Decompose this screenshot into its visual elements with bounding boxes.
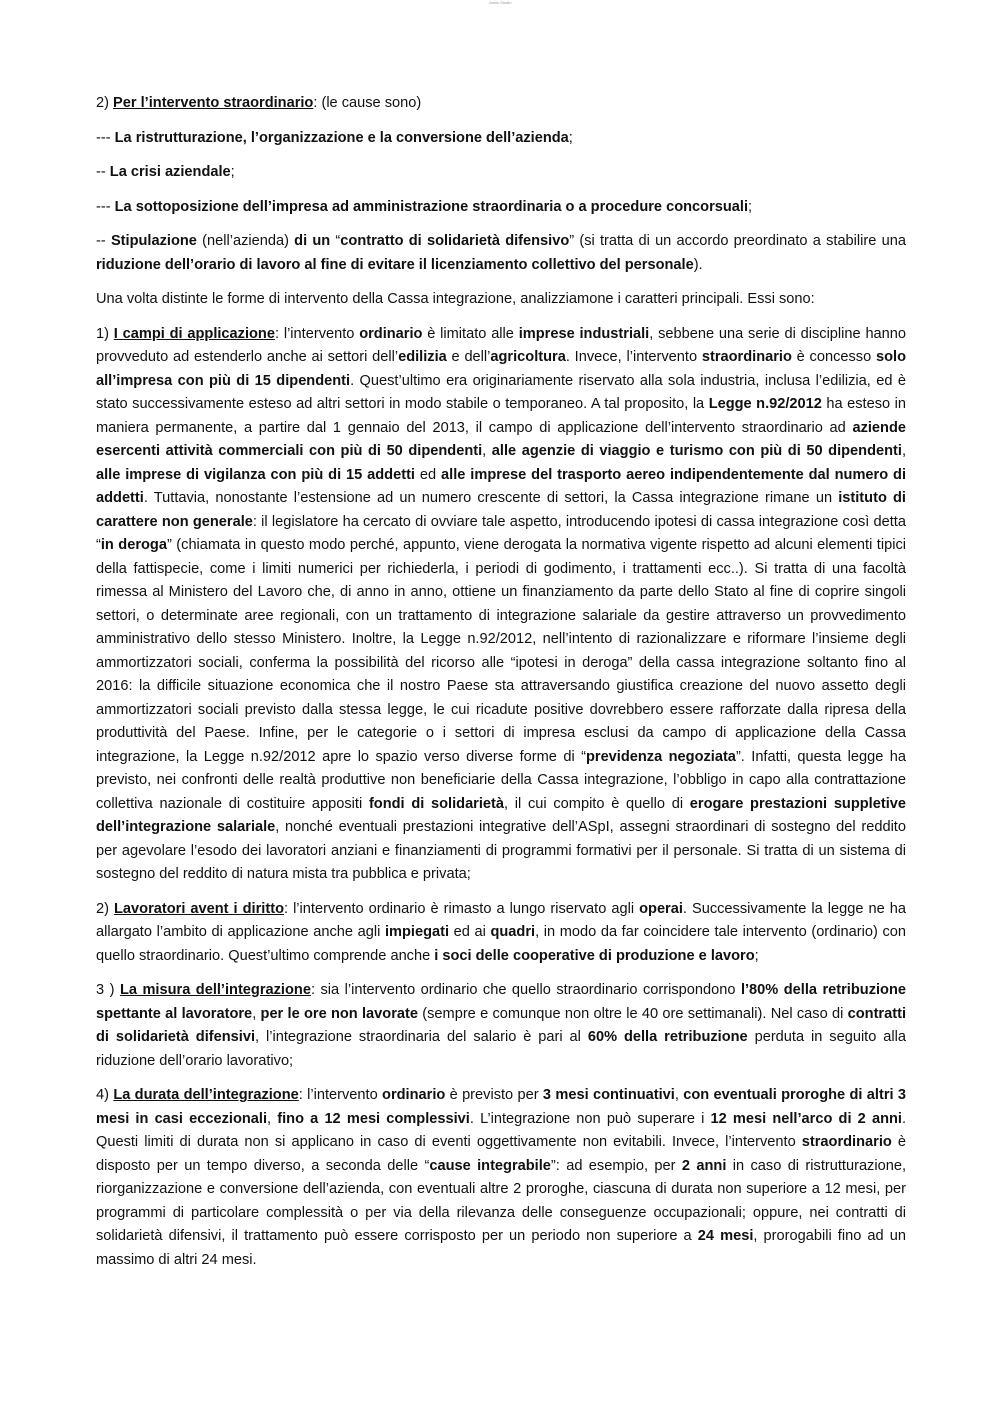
text-run: , nonché eventuali prestazioni integrative dell’ASpI, assegni straordinari di sostegno del reddito per agevolare l’esodo dei lavoratori anziani e finanziamenti di programmi formativi per il personale. Si tratta di un sistema di sostegno del reddito di natura mista tra pubblica e privata; <box>96 819 906 882</box>
text-run: , <box>482 443 492 459</box>
text-run: ). <box>693 256 703 273</box>
bold-text: contratti di solidarietà difensivi <box>96 1005 906 1045</box>
text-run: . Quest’ultimo era originariamente riservato alla sola industria, inclusa l’edilizia, ed è stato successivamente esteso ad altri settori in modo stabile o temporaneo. A tal proposito, la <box>96 372 906 412</box>
bold-text: 2 anni <box>681 1157 727 1174</box>
bold-text: Legge n.92/2012 <box>708 396 822 412</box>
intro-paragraph: Una volta distinte le forme di intervento della Cassa integrazione, analizziamone i caratteri principali. Essi sono: <box>96 291 815 307</box>
text-run: -- <box>96 233 111 249</box>
bold-text <box>113 95 313 111</box>
text-run: . L’integrazione non può superare i <box>469 1110 711 1127</box>
bold-text: con eventuali proroghe di altri 3 mesi in casi eccezionali <box>96 1087 906 1127</box>
bold-text: alle agenzie di viaggio e turismo con più di 50 dipendenti <box>491 443 902 459</box>
bold-text: previdenza negoziata <box>585 748 736 765</box>
text-run: è previsto per <box>445 1087 543 1103</box>
bold-text: ordinario <box>382 1087 446 1103</box>
text-run: “ <box>330 233 341 249</box>
bold-text: aziende esercenti attività commerciali con più di 50 dipendenti <box>96 419 906 459</box>
bold-text: istituto di carattere non generale <box>96 490 906 530</box>
text-run: , <box>252 1005 261 1022</box>
text-run: ” (chiamata in questo modo perché, appunto, viene derogata la normativa vigente rispetto ad alcuni elementi tipici della fattispecie, come i limiti numerici per richiederla, i periodi di godimento, i trattamenti ecc..). Si tratta di una facoltà rimessa al Ministero del Lavoro che, di anno in anno, ottiene un finanziamento da parte dello Stato al fine di coprire singoli settori, o determinate aree regionali, con un trattamento di integrazione salariale da gestire attraverso un provvedimento amministrativo dello stesso Ministero. Inoltre, la Legge n.92/2012, nell’intento di razionalizzare e riformare l’insieme degli ammortizzatori sociali, conferma la possibilità del ricorso alle “ipotesi in deroga” della cassa integrazione soltanto fino al 2016: la difficile situazione economica che il nostro Paese sta attraversando giustifica creazione del nuovo assetto degli ammortizzatori sociali previsto dalla stessa legge, le cui ricadute positive dovrebbero essere rafforzate dalla ripresa della produttività del Paese. Infine, per le categorie o i settori di impresa esclusi da campo di applicazione della Cassa integrazione, la Legge n.92/2012 apre lo spazio verso diverse forme di “ <box>96 537 906 765</box>
text-run: ; <box>748 198 753 215</box>
text-run: ; <box>230 164 235 180</box>
bold-text <box>113 1087 298 1103</box>
text-run: ” (si tratta di un accordo preordinato a stabilire una <box>569 233 906 249</box>
text-run: ”. Infatti, questa legge ha previsto, nei confronti delle realtà produttive non beneficiarie della Cassa integrazione, l’obbligo in capo alla contrattazione collettiva nazionale di costituire appositi <box>96 748 907 812</box>
bold-text: impiegati <box>384 924 450 940</box>
text-run: in caso di ristrutturazione, riorganizzazione e conversione dell’azienda, con eventuali altre 2 proroghe, ciascuna di durata non superiore a 12 mesi, per programmi di particolare complessità o per via della rilevanza delle conseguenze occupazionali; oppure, nei contratti di solidarietà difensivi, il trattamento può essere corrisposto per un periodo non superiore a <box>96 1157 906 1244</box>
text-run: , l’integrazione straordinaria del salario è pari al <box>255 1029 588 1045</box>
bold-text: agricoltura <box>490 349 566 365</box>
text-run: è concesso <box>791 349 876 365</box>
text-run: --- <box>96 129 115 146</box>
text-run: ha esteso in maniera permanente, a partire dal 1 gennaio del 2013, il campo di applicazione dell’intervento straordinario ad <box>96 396 906 436</box>
bold-text <box>120 982 311 998</box>
text-run: . Tuttavia, nonostante l’estensione ad un numero crescente di settori, la Cassa integrazione rimane un <box>143 490 839 506</box>
bold-text: 60% della retribuzione <box>587 1029 748 1045</box>
paragraph-misura <box>96 979 906 1073</box>
text-run: , <box>267 1110 278 1127</box>
text-run: ; <box>568 129 573 146</box>
bold-text: i soci delle cooperative di produzione e lavoro <box>434 947 755 964</box>
bold-text: contratto di solidarietà difensivo <box>340 233 570 249</box>
bold-text: ordinario <box>359 325 423 342</box>
text-run: , sebbene una serie di discipline hanno provveduto ad estenderlo anche ai settori dell’ <box>96 325 907 365</box>
text-run: -- <box>96 164 110 180</box>
bold-text: in deroga <box>100 537 167 553</box>
text-run: 2) <box>96 95 114 111</box>
text-run: e dell’ <box>446 349 491 365</box>
text-run: . Invece, l’intervento <box>565 349 702 365</box>
bold-text: straordinario <box>701 349 792 365</box>
bold-text: di un <box>294 233 331 249</box>
bold-text: quadri <box>490 924 536 940</box>
text-run: , <box>901 443 906 459</box>
paragraph-title: La misura dell’integrazione <box>119 982 311 998</box>
text-run: 1) <box>96 325 114 342</box>
bold-text: riduzione dell’orario di lavoro al fine di evitare il licenziamento collettivo del personale <box>96 256 694 273</box>
bold-text: alle imprese di vigilanza con più di 15 addetti <box>96 466 415 483</box>
bold-text <box>114 326 275 342</box>
text-run: ; <box>754 947 759 964</box>
bold-text: operai <box>639 900 683 917</box>
bold-text: erogare prestazioni suppletive dell’integrazione salariale <box>96 795 906 835</box>
text-run: . Successivamente la legge ne ha allargato l’ambito di applicazione anche agli <box>96 900 907 940</box>
cause-item-2 <box>96 161 906 185</box>
header-mark: Jarvis Studio <box>488 0 512 5</box>
bold-text: imprese industriali <box>518 325 650 342</box>
cause-item-4 <box>96 230 906 277</box>
paragraph-title: La durata dell’integrazione <box>113 1087 299 1103</box>
text-run: . Questi limiti di durata non si applicano in caso di eventi oggettivamente non evitabili. Invece, l’intervento <box>96 1110 907 1150</box>
paragraph-campi-di-applicazione <box>96 323 906 887</box>
text-run: , in modo da far coincidere tale intervento (ordinario) con quello straordinario. Quest’ultimo comprende anche <box>96 924 906 964</box>
bold-text: Stipulazione <box>110 233 197 249</box>
document-body <box>96 92 906 1283</box>
section-heading-title: Per l’intervento straordinario <box>113 95 314 111</box>
bold-text: solo all’impresa con più di 15 dipendenti <box>96 349 906 389</box>
paragraph-lavoratori <box>96 898 906 969</box>
bold-text: l’80% della retribuzione spettante al lavoratore <box>96 982 906 1022</box>
text-run: ”: ad esempio, per <box>550 1157 682 1174</box>
text-run: --- <box>96 198 115 215</box>
text-run: : il legislatore ha cercato di ovviare tale aspetto, introducendo ipotesi di cassa integrazione così detta “ <box>96 513 906 553</box>
bold-text: edilizia <box>398 349 447 365</box>
text-run: (sempre e comunque non oltre le 40 ore settimanali). Nel caso di <box>417 1005 848 1022</box>
bold-text: per le ore non lavorate <box>260 1005 418 1022</box>
text-run: : l’intervento <box>298 1087 383 1103</box>
text-run: perduta in seguito alla riduzione dell’orario lavorativo; <box>96 1029 906 1069</box>
bold-text: 3 mesi continuativi <box>542 1087 675 1103</box>
paragraph-title: Lavoratori avent i diritto <box>114 900 284 917</box>
bold-text: 12 mesi nell’arco di 2 anni <box>710 1110 902 1127</box>
bold-text: La sottoposizione dell’impresa ad amministrazione straordinaria o a procedure concorsuali <box>114 198 749 215</box>
bold-text: alle imprese del trasporto aereo indipendentemente dal numero di addetti <box>96 466 907 506</box>
text-run: 2) <box>96 900 115 917</box>
cause-item-3 <box>96 196 906 220</box>
bold-text: La crisi aziendale <box>109 164 231 180</box>
text-run: : l’intervento ordinario è rimasto a lungo riservato agli <box>283 900 640 917</box>
text-run: : sia l’intervento ordinario che quello straordinario corrispondono <box>310 982 741 998</box>
paragraph-durata <box>96 1084 906 1272</box>
text-run: , il cui compito è quello di <box>504 795 690 812</box>
paragraph-title: I campi di applicazione <box>113 325 275 342</box>
section-heading <box>96 92 906 116</box>
text-run: ed <box>415 466 442 483</box>
bold-text <box>114 901 284 917</box>
bold-text: straordinario <box>801 1134 892 1150</box>
bold-text: 24 mesi <box>697 1228 754 1244</box>
cause-item-1 <box>96 127 906 151</box>
text-run: ed ai <box>449 924 491 940</box>
text-run: 4) <box>96 1087 114 1103</box>
text-run: è limitato alle <box>422 325 519 342</box>
bold-text: fondi di solidarietà <box>368 795 505 812</box>
text-run: : (le cause sono) <box>313 95 422 111</box>
bold-text: fino a 12 mesi complessivi <box>277 1110 470 1127</box>
text-run: è disposto per un tempo diverso, a seconda delle “ <box>96 1134 906 1174</box>
text-run: , prorogabili fino ad un massimo di altri 24 mesi. <box>96 1228 906 1268</box>
text-run: (nell’azienda) <box>196 233 295 249</box>
bold-text: cause integrabile <box>429 1157 551 1174</box>
text-run: 3 ) <box>96 982 120 998</box>
text-run: : l’intervento <box>274 325 360 342</box>
bold-text: La ristrutturazione, l’organizzazione e la conversione dell’azienda <box>114 129 569 146</box>
text-run: , <box>674 1087 684 1103</box>
